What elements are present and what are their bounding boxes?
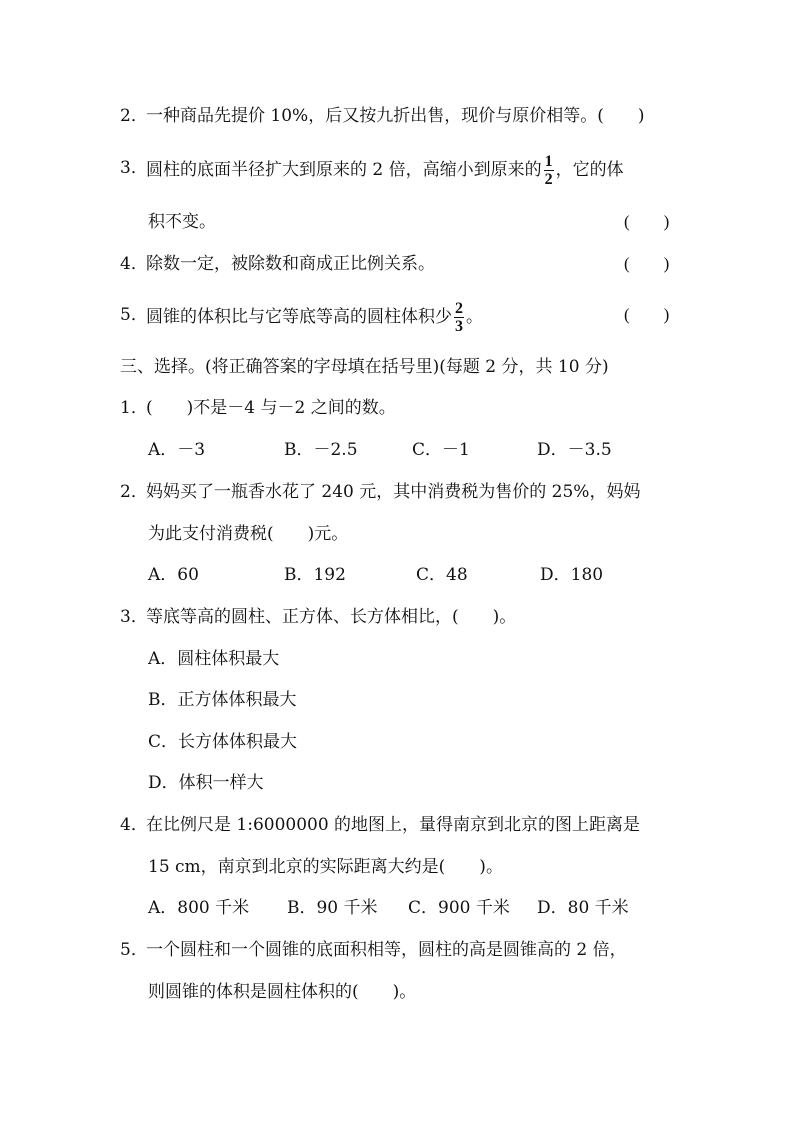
answer-bracket[interactable]: ( )	[624, 254, 670, 273]
option-a[interactable]: A．60	[148, 565, 199, 585]
question-text: 在比例尺是 1:6000000 的地图上，量得南京到北京的图上距离是	[146, 815, 641, 835]
question-number: 3．	[120, 158, 148, 178]
option-row-b	[0, 685, 793, 715]
choice-question-1	[0, 393, 793, 423]
choice-question-2-continuation	[0, 519, 793, 549]
question-text: ( )不是－4 与－2 之间的数。	[146, 398, 396, 418]
option-d[interactable]: D．180	[540, 565, 604, 585]
options-row	[0, 435, 793, 465]
question-text: 一个圆柱和一个圆锥的底面积相等，圆柱的高是圆锥高的 2 倍，	[146, 940, 627, 960]
answer-bracket[interactable]: ( )	[624, 212, 670, 231]
choice-question-2	[0, 477, 793, 507]
option-row-c	[0, 727, 793, 757]
option-b[interactable]: B．－2.5	[284, 440, 358, 460]
judge-question-2	[0, 101, 793, 131]
option-d[interactable]: D．－3.5	[537, 440, 612, 460]
option-c[interactable]: C．－1	[412, 440, 470, 460]
question-text: 圆柱的底面半径扩大到原来的 2 倍，高缩小到原来的 $\frac{1}{2}$ ，它的体	[146, 153, 624, 188]
option-a[interactable]: A．800 千米	[148, 898, 250, 918]
options-row	[0, 560, 793, 590]
section-title: 三、选择。(将正确答案的字母填在括号里)(每题 2 分，共 10 分)	[120, 357, 609, 377]
fraction-one-half: $\frac{1}{2}$	[544, 153, 553, 188]
question-number: 1．	[120, 398, 148, 418]
option-b[interactable]: B．192	[284, 565, 346, 585]
choice-question-5	[0, 935, 793, 965]
option-b[interactable]: B．90 千米	[287, 898, 378, 918]
judge-question-5	[0, 300, 793, 335]
question-text: 一种商品先提价 10%，后又按九折出售，现价与原价相等。( )	[146, 106, 645, 126]
choice-question-5-continuation	[0, 977, 793, 1007]
question-text: 圆锥的体积比与它等底等高的圆柱体积少 $\frac{2}{3}$ 。	[146, 300, 483, 335]
option-a[interactable]: A．圆柱体积最大	[148, 649, 280, 669]
fraction-two-thirds: $\frac{2}{3}$	[455, 300, 463, 335]
question-number: 5．	[120, 940, 148, 960]
judge-question-3	[0, 153, 793, 188]
options-row	[0, 893, 793, 923]
question-number: 4．	[120, 815, 148, 835]
choice-question-4-continuation	[0, 852, 793, 882]
question-text-continued: 15 cm，南京到北京的实际距离大约是( )。	[148, 857, 503, 877]
question-number: 3．	[120, 607, 148, 627]
judge-question-3-continuation	[0, 207, 793, 237]
section-heading	[0, 352, 793, 382]
option-d[interactable]: D．体积一样大	[148, 773, 264, 793]
option-c[interactable]: C．长方体体积最大	[148, 732, 298, 752]
choice-question-4	[0, 810, 793, 840]
question-text: 等底等高的圆柱、正方体、长方体相比，( )。	[146, 607, 517, 627]
option-d[interactable]: D．80 千米	[537, 898, 629, 918]
question-text-continued: 则圆锥的体积是圆柱体积的( )。	[148, 982, 417, 1002]
question-number: 4．	[120, 254, 148, 274]
option-c[interactable]: C．48	[416, 565, 468, 585]
option-row-d	[0, 768, 793, 798]
choice-question-3	[0, 602, 793, 632]
question-number: 2．	[120, 106, 148, 126]
question-number: 5．	[120, 305, 148, 325]
question-text: 除数一定，被除数和商成正比例关系。	[146, 254, 435, 274]
option-b[interactable]: B．正方体体积最大	[148, 690, 297, 710]
question-text: 妈妈买了一瓶香水花了 240 元，其中消费税为售价的 25%，妈妈	[146, 482, 641, 502]
question-text-continued: 为此支付消费税( )元。	[148, 524, 349, 544]
question-number: 2．	[120, 482, 148, 502]
answer-bracket[interactable]: ( )	[624, 305, 670, 324]
judge-question-4	[0, 249, 793, 279]
option-row-a	[0, 644, 793, 674]
option-a[interactable]: A．－3	[148, 440, 206, 460]
option-c[interactable]: C．900 千米	[408, 898, 510, 918]
question-text-continued: 积不变。	[148, 212, 216, 232]
